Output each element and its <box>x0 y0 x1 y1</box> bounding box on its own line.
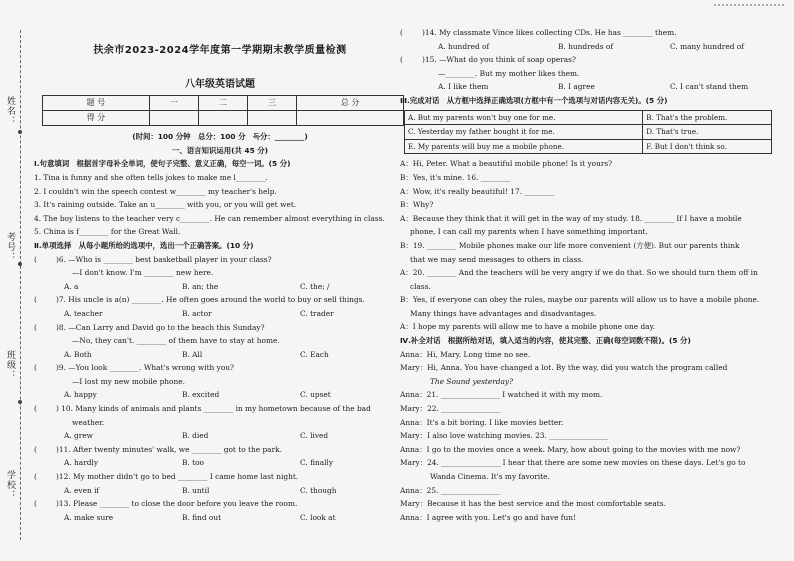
q11-stem: ( )11. After twenty minutes' walk, we ________ got to the park. <box>34 444 282 454</box>
score-cell[interactable] <box>248 111 297 126</box>
q15-options: A. I like them B. I agree C. I can't stand them <box>438 82 749 92</box>
binding-school-label: 学校： <box>5 470 15 500</box>
dialogue-line: Anna：21. ________________ I watched it with my mom. <box>400 390 603 400</box>
q14-options: A. hundred of B. hundreds of C. many hundred of <box>438 41 744 51</box>
section1-title: Ⅰ.句意填词 根据首字母补全单词，使句子完整、意义正确，每空一词。(5 分) <box>34 159 291 169</box>
question-line: 3. It's raining outside. Take an u________ with you, or you will get wet. <box>34 200 297 210</box>
section3-option-box <box>404 110 772 155</box>
dialogue-line: Mary：Hi, Anna. You have changed a lot. By the way, did you watch the program called <box>400 363 728 373</box>
q13-options: A. make sure B. find out C. look at <box>64 512 336 522</box>
dialogue-line: The Sound yesterday? <box>430 376 514 386</box>
dialogue-line: A：I hope my parents will allow me to have a mobile phone one day. <box>400 322 656 332</box>
question-line: 2. I couldn't win the speech contest w________ my teacher's help. <box>34 186 277 196</box>
score-header-cell: 题 号 <box>43 96 150 111</box>
dialogue-line: A：Wow, it's really beautiful! 17. ________ <box>400 186 554 196</box>
exam-title: 扶余市2023-2024学年度第一学期期末教学质量检测 <box>93 45 347 56</box>
left-column <box>34 0 406 524</box>
dialogue-line: B：Why? <box>400 200 434 210</box>
q9-stem: ( )9. —You look ________. What's wrong with you? <box>34 363 234 373</box>
dialogue-line: Anna：It's a bit boring. I like movies better. <box>400 417 564 427</box>
dialogue-line: Mary：24. ________________ I hear that there are some new movies on these days. Let's go to <box>400 458 746 468</box>
q15-stem: ( )15. —What do you think of soap operas? <box>400 55 576 65</box>
q6-line2: —I don't know. I'm ________ new here. <box>72 268 214 278</box>
dialogue-line: that we may send messages to others in class. <box>410 254 584 264</box>
binding-hole <box>18 262 22 266</box>
q8-stem: ( )8. —Can Larry and David go to the beach this Sunday? <box>34 322 265 332</box>
binding-name-label: 姓名： <box>5 96 15 126</box>
binding-hole <box>18 130 22 134</box>
dialogue-line: Many things have advantages and disadvantages. <box>410 308 597 318</box>
dialogue-line: Wanda Cinema. It's my favorite. <box>430 472 550 481</box>
dialogue-line: B：19. ________ Mobile phones make our life more convenient (方便). But our parents think <box>400 240 740 250</box>
question-line: 4. The boy listens to the teacher very c________. He can remember almost everything in class. <box>34 213 385 223</box>
score-cell[interactable] <box>198 111 247 126</box>
binding-hole <box>18 400 22 404</box>
q7-options: A. teacher B. actor C. trader <box>64 308 334 318</box>
score-header-cell: 二 <box>198 96 247 111</box>
dialogue-line: B：Yes, if everyone can obey the rules, maybe our parents will allow us to have a mobile phone. <box>400 295 760 305</box>
cut-line <box>20 30 21 540</box>
q7-stem: ( )7. His uncle is a(n) ________. He often goes around the world to buy or sell things. <box>34 295 365 305</box>
q6-options: A. a B. an; the C. the; / <box>64 281 330 291</box>
dialogue-line: Anna：I go to the movies once a week. Mary, how about going to the movies with me now? <box>400 444 741 454</box>
dialogue-line: Anna：Hi, Mary. Long time no see. <box>400 349 531 359</box>
dialogue-line: Mary：22. ________________ <box>400 404 501 414</box>
section4-title: Ⅳ.补全对话 根据所给对话，填入适当的内容，使其完整、正确(每空词数不限)。(5 分) <box>400 336 691 346</box>
option-cell: F. But I don't think so. <box>643 139 772 154</box>
part1-heading: 一、语言知识运用(共 45 分) <box>171 145 269 155</box>
score-table <box>42 95 404 126</box>
q15-line2: —________. But my mother likes them. <box>438 68 580 78</box>
dialogue-line: Mary：I also love watching movies. 23. ________________ <box>400 431 609 441</box>
section2-title: Ⅱ.单项选择 从每小题所给的选项中，选出一个正确答案。(10 分) <box>34 240 254 250</box>
binding-exam-no-label: 考号： <box>5 232 15 262</box>
option-cell: D. That's true. <box>643 125 772 140</box>
dialogue-line: Anna：I agree with you. Let's go and have fun! <box>400 512 577 522</box>
option-cell: E. My parents will buy me a mobile phone. <box>405 139 643 154</box>
binding-class-label: 班级： <box>5 350 15 380</box>
option-cell: A. But my parents won't buy one for me. <box>405 110 643 125</box>
score-cell[interactable] <box>297 111 404 126</box>
time-info: (时间：100 分钟 总分：100 分 득分：________) <box>132 132 308 142</box>
score-header-cell: 一 <box>149 96 198 111</box>
q6-stem: ( )6. —Who is ________ best basketball player in your class? <box>34 254 272 264</box>
score-header-cell: 总 分 <box>297 96 404 111</box>
q9-options: A. happy B. excited C. upset <box>64 390 331 400</box>
dialogue-line: A：Hi, Peter. What a beautiful mobile phone! Is it yours? <box>400 159 613 169</box>
dialogue-line: phone, I can call my parents when I have something important. <box>410 227 648 237</box>
dialogue-line: A：Because they think that it will get in the way of my study. 18. ________ If I have a mobile <box>400 213 742 223</box>
option-cell: C. Yesterday my father bought it for me. <box>405 125 643 140</box>
dialogue-line: Mary：Because it has the best service and the most comfortable seats. <box>400 499 666 509</box>
dialogue-line: class. <box>410 281 431 291</box>
q12-stem: ( )12. My mother didn't go to bed ________ I came home last night. <box>34 472 299 482</box>
option-cell: B. That's the problem. <box>643 110 772 125</box>
q8-options: A. Both B. All C. Each <box>64 349 329 359</box>
q14-stem: ( )14. My classmate Vince likes collecting CDs. He has ________ them. <box>400 28 677 37</box>
q9-line2: —I lost my new mobile phone. <box>72 376 185 386</box>
score-label-cell: 得 分 <box>43 111 150 126</box>
question-line: 1. Tina is funny and she often tells jokes to make me l________. <box>34 172 268 182</box>
dialogue-line: Anna：25. ________________ <box>400 485 500 495</box>
q10-line2: weather. <box>72 417 105 427</box>
paper-title: 八年级英语试题 <box>185 78 255 90</box>
q13-stem: ( )13. Please ________ to close the door before you leave the room. <box>34 499 298 509</box>
dialogue-line: B：Yes, it's mine. 16. ________ <box>400 172 511 182</box>
section3-title: Ⅲ.完成对话 从方框中选择正确选项(方框中有一个选项与对话内容无关)。(5 分) <box>400 95 668 105</box>
q12-options: A. even if B. until C. though <box>64 485 337 495</box>
q11-options: A. hardly B. too C. finally <box>64 458 334 468</box>
q10-options: A. grew B. died C. lived <box>64 431 329 441</box>
q10-stem: ( ) 10. Many kinds of animals and plants ________ in my hometown because of the bad <box>34 404 371 414</box>
score-cell[interactable] <box>149 111 198 126</box>
dialogue-line: A：20. ________ And the teachers will be very angry if we do that. So we should turn them off in <box>400 268 758 278</box>
question-line: 5. China is f________ for the Great Wall. <box>34 227 181 237</box>
right-column <box>400 0 786 524</box>
score-header-cell: 三 <box>248 96 297 111</box>
q8-line2: —No, they can't. ________ of them have to stay at home. <box>72 336 280 346</box>
